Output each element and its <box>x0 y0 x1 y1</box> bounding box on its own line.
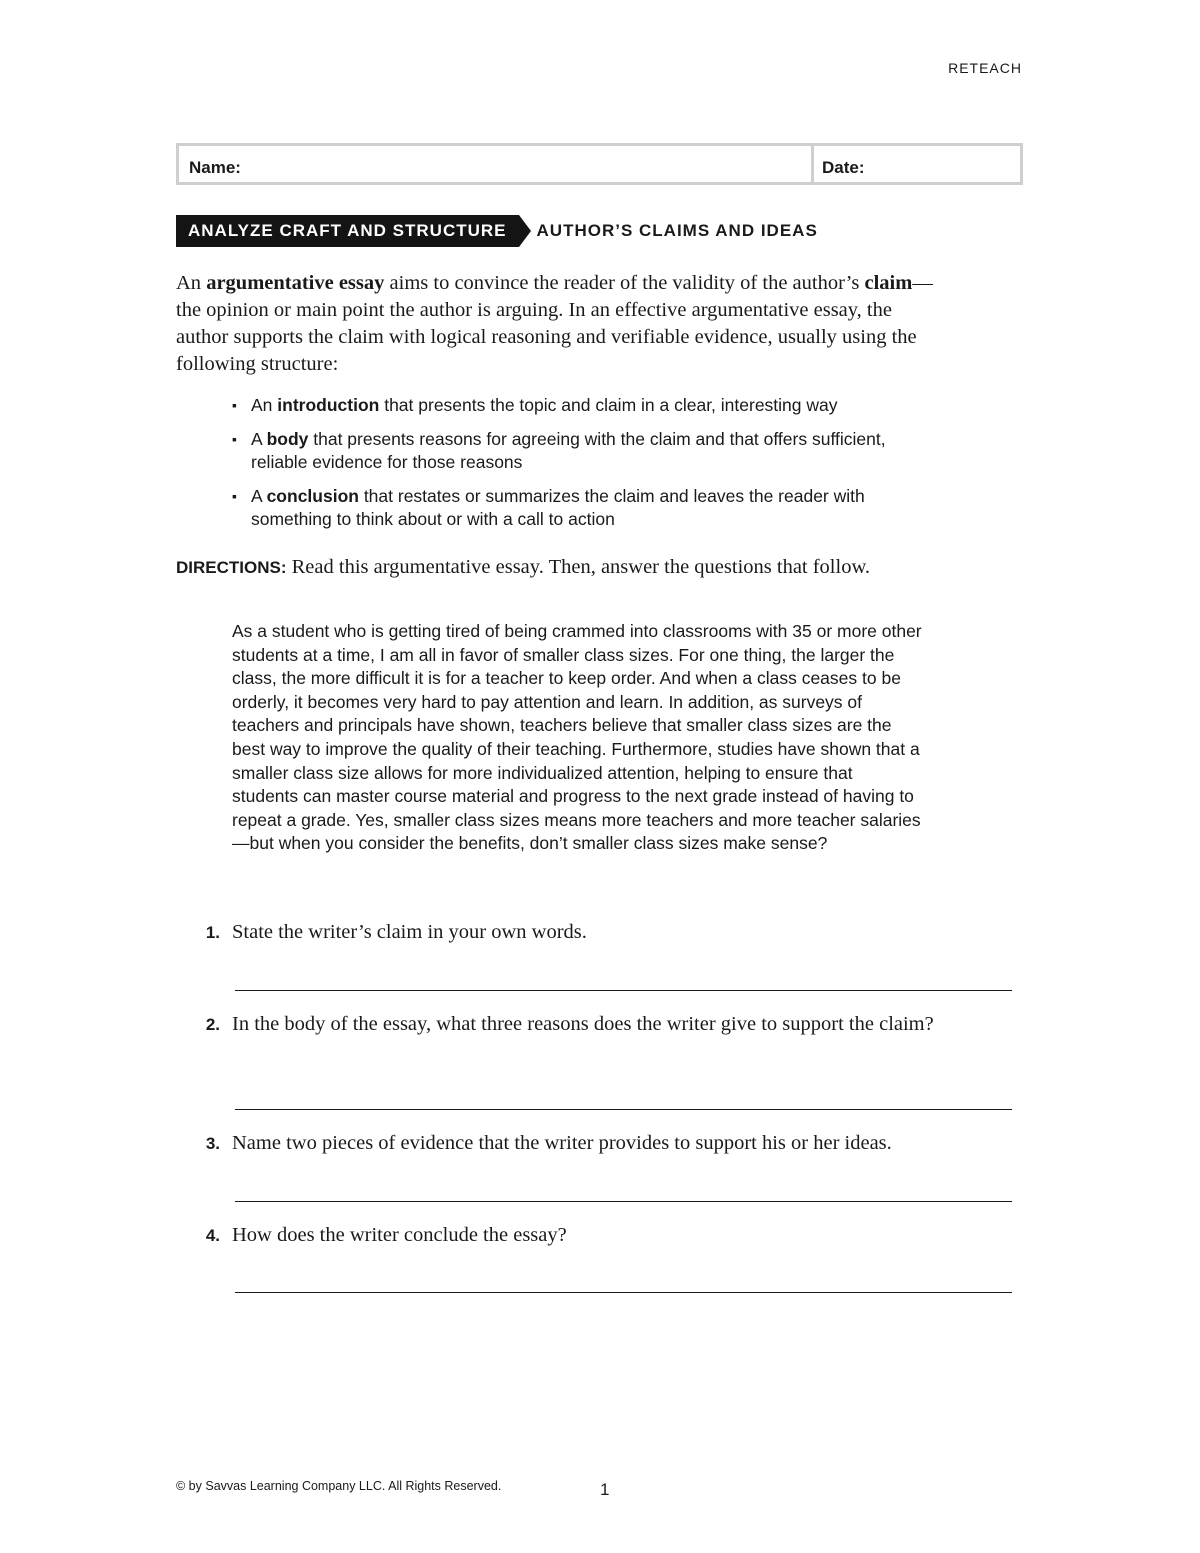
question-number: 4. <box>205 1226 220 1245</box>
question-3 <box>176 1129 996 1157</box>
answer-line-4[interactable] <box>235 1292 1012 1293</box>
name-date-box <box>176 143 1023 185</box>
intro-text-1: An <box>176 272 207 294</box>
question-number: 3. <box>205 1134 220 1153</box>
answer-line-1[interactable] <box>235 990 1012 991</box>
question-text: In the body of the essay, what three reasons does the writer give to support the claim? <box>232 1013 934 1035</box>
bullet-text-pre: A <box>251 486 267 506</box>
question-text: How does the writer conclude the essay? <box>232 1224 567 1246</box>
list-item <box>232 394 922 417</box>
question-4 <box>176 1221 996 1249</box>
answer-line-2[interactable] <box>235 1109 1012 1110</box>
question-number: 2. <box>205 1015 220 1034</box>
question-2 <box>176 1010 996 1038</box>
intro-text-2: aims to convince the reader of the validity of the author’s <box>384 272 865 294</box>
directions <box>176 554 916 581</box>
term-argumentative-essay: argumentative essay <box>206 272 385 294</box>
bullet-term: body <box>266 429 309 449</box>
name-field[interactable] <box>179 146 814 182</box>
bullet-term: introduction <box>277 395 380 415</box>
essay-passage: As a student who is getting tired of being crammed into classrooms with 35 or more other students at a time, I am all in favor of smaller class sizes. For one thing, the larger the class, the more difficult it is for a teacher to keep order. And when a class ceases to be orderly, it becomes very hard to pay attention and learn. In addition, as surveys of teachers and principals have shown, teachers believe that smaller class sizes are the best way to improve the quality of their teaching. Furthermore, studies have shown that a smaller class size allows for more individualized attention, helping to ensure that students can master course material and progress to the next grade instead of having to repeat a grade. Yes, smaller class sizes means more teachers and more teacher salaries—but when you consider the benefits, don’t smaller class sizes make sense? <box>232 621 922 854</box>
page-header-label: RETEACH <box>948 60 1022 76</box>
banner-arrow-icon <box>519 215 531 247</box>
date-label: Date: <box>822 158 865 177</box>
question-text: State the writer’s claim in your own words. <box>232 921 587 943</box>
page-number: 1 <box>600 1480 610 1499</box>
date-field[interactable] <box>814 146 1020 182</box>
copyright-notice: © by Savvas Learning Company LLC. All Rights Reserved. <box>176 1479 502 1493</box>
directions-text: Read this argumentative essay. Then, answer the questions that follow. <box>286 556 871 578</box>
question-1 <box>176 918 996 946</box>
bullet-text-pre: A <box>251 429 267 449</box>
list-item <box>232 428 922 474</box>
bullet-icon: ▪ <box>232 431 237 447</box>
question-number: 1. <box>205 923 220 942</box>
bullet-text-post: that presents the topic and claim in a clear, interesting way <box>379 395 838 415</box>
bullet-term: conclusion <box>266 486 359 506</box>
term-claim: claim <box>864 272 913 294</box>
answer-line-3[interactable] <box>235 1201 1012 1202</box>
section-banner <box>176 215 818 247</box>
directions-label: DIRECTIONS: <box>176 558 287 577</box>
intro-paragraph <box>176 270 936 378</box>
intro-text-3: —the opinion or main point the author is arguing. In an effective argumentative essay, the author supports the claim with logical reasoning and verifiable evidence, usually using the following structure: <box>176 272 933 375</box>
bullet-icon: ▪ <box>232 397 237 413</box>
bullet-text-post: that restates or summarizes the claim and leaves the reader with something to think about or with a call to action <box>251 486 865 529</box>
bullet-text-post: that presents reasons for agreeing with the claim and that offers sufficient, reliable evidence for those reasons <box>251 429 886 472</box>
bullet-text-pre: An <box>251 395 278 415</box>
banner-title: ANALYZE CRAFT AND STRUCTURE <box>176 215 519 247</box>
banner-subtitle: AUTHOR’S CLAIMS AND IDEAS <box>536 221 818 240</box>
structure-list <box>232 394 922 542</box>
question-text: Name two pieces of evidence that the writer provides to support his or her ideas. <box>232 1132 892 1154</box>
bullet-icon: ▪ <box>232 488 237 504</box>
list-item <box>232 485 922 531</box>
name-label: Name: <box>189 158 241 177</box>
